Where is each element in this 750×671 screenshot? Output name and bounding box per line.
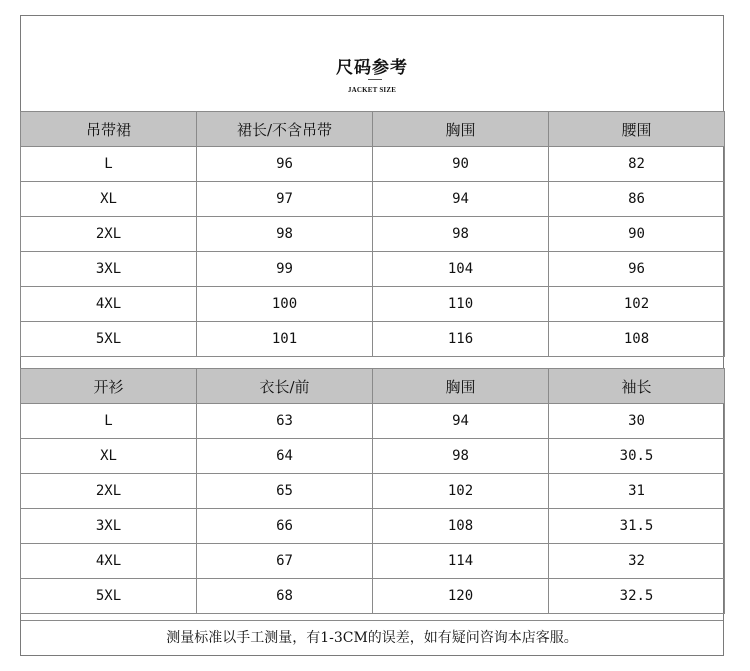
table-row <box>21 287 725 322</box>
size-chart-subtitle: JACKET SIZE <box>347 86 397 94</box>
size-cell: 5XL <box>21 579 197 614</box>
cardigan-size-table <box>20 368 725 614</box>
size-cell: L <box>21 147 197 182</box>
bust-cell: 110 <box>373 287 549 322</box>
size-chart-title: 尺码参考 <box>336 58 408 78</box>
table-row <box>21 252 725 287</box>
size-cell: XL <box>21 182 197 217</box>
bust-cell: 114 <box>373 544 549 579</box>
sleeve-cell: 30 <box>549 404 725 439</box>
waist-cell: 96 <box>549 252 725 287</box>
length-cell: 66 <box>197 509 373 544</box>
bust-cell: 116 <box>373 322 549 357</box>
size-cell: 4XL <box>21 544 197 579</box>
sleeve-cell: 30.5 <box>549 439 725 474</box>
waist-cell: 86 <box>549 182 725 217</box>
length-cell: 63 <box>197 404 373 439</box>
bust-cell: 102 <box>373 474 549 509</box>
size-cell: 2XL <box>21 217 197 252</box>
size-cell: XL <box>21 439 197 474</box>
sleeve-cell: 31 <box>549 474 725 509</box>
bust-cell: 104 <box>373 252 549 287</box>
cardigan-col-header-sleeve: 袖长 <box>549 369 725 404</box>
sleeve-cell: 32.5 <box>549 579 725 614</box>
table-gap-mark <box>373 358 375 368</box>
waist-cell: 82 <box>549 147 725 182</box>
table-gap-mark <box>197 358 199 368</box>
cardigan-table-header-row <box>21 369 725 404</box>
waist-cell: 90 <box>549 217 725 252</box>
table-row <box>21 474 725 509</box>
measurement-note: 测量标准以手工测量，有1-3CM的误差，如有疑问咨询本店客服。 <box>21 620 723 656</box>
length-cell: 98 <box>197 217 373 252</box>
bust-cell: 94 <box>373 182 549 217</box>
size-chart-header <box>21 16 723 112</box>
dress-col-header-style: 吊带裙 <box>21 112 197 147</box>
bust-cell: 98 <box>373 217 549 252</box>
bust-cell: 108 <box>373 509 549 544</box>
length-cell: 65 <box>197 474 373 509</box>
size-cell: 4XL <box>21 287 197 322</box>
table-row <box>21 509 725 544</box>
length-cell: 67 <box>197 544 373 579</box>
table-row <box>21 579 725 614</box>
table-row <box>21 217 725 252</box>
sleeve-cell: 31.5 <box>549 509 725 544</box>
length-cell: 64 <box>197 439 373 474</box>
size-cell: 5XL <box>21 322 197 357</box>
table-row <box>21 439 725 474</box>
length-cell: 101 <box>197 322 373 357</box>
table-row <box>21 147 725 182</box>
table-row <box>21 404 725 439</box>
sleeve-cell: 32 <box>549 544 725 579</box>
dress-size-table <box>20 111 725 357</box>
size-cell: 3XL <box>21 252 197 287</box>
size-cell: 3XL <box>21 509 197 544</box>
dress-table-header-row <box>21 112 725 147</box>
cardigan-col-header-length: 衣长/前 <box>197 369 373 404</box>
table-row <box>21 544 725 579</box>
bust-cell: 90 <box>373 147 549 182</box>
title-divider <box>368 79 382 80</box>
cardigan-col-header-bust: 胸围 <box>373 369 549 404</box>
size-cell: L <box>21 404 197 439</box>
dress-col-header-bust: 胸围 <box>373 112 549 147</box>
table-row <box>21 182 725 217</box>
bust-cell: 94 <box>373 404 549 439</box>
length-cell: 96 <box>197 147 373 182</box>
waist-cell: 102 <box>549 287 725 322</box>
size-chart-sheet <box>20 15 724 656</box>
bust-cell: 98 <box>373 439 549 474</box>
waist-cell: 108 <box>549 322 725 357</box>
table-row <box>21 322 725 357</box>
length-cell: 68 <box>197 579 373 614</box>
length-cell: 99 <box>197 252 373 287</box>
dress-col-header-length: 裙长/不含吊带 <box>197 112 373 147</box>
length-cell: 97 <box>197 182 373 217</box>
size-cell: 2XL <box>21 474 197 509</box>
length-cell: 100 <box>197 287 373 322</box>
dress-col-header-waist: 腰围 <box>549 112 725 147</box>
cardigan-col-header-style: 开衫 <box>21 369 197 404</box>
bust-cell: 120 <box>373 579 549 614</box>
